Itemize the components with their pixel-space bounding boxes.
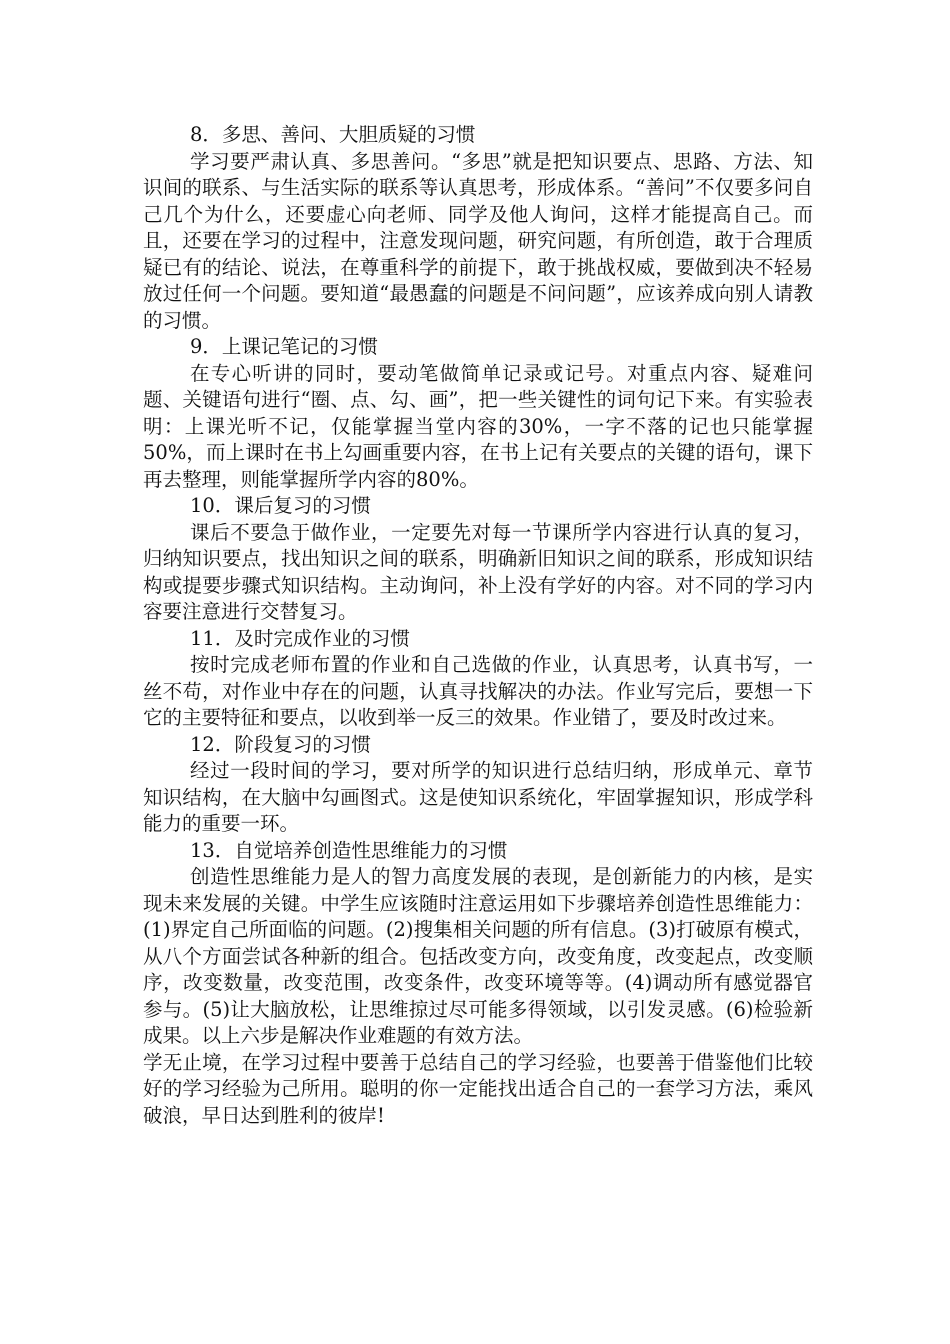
section-body-8: 学习要严肃认真、多思善问。“多思”就是把知识要点、思路、方法、知识间的联系、与生活实际的联系等认真思考，形成体系。“善问”不仅要多问自己几个为什么，还要虚心向老师、同学及他人询问，这样才能提高自己。而且，还要在学习的过程中，注意发现问题，研究问题，有所创造，敢于合理质疑已有的结论、说法，在尊重科学的前提下，敢于挑战权威，要做到决不轻易放过任何一个问题。要知道“最愚蠢的问题是不问问题”，应该养成向别人请教的习惯。	[143, 149, 813, 332]
section-heading-12: 12．阶段复习的习惯	[190, 732, 371, 756]
section-body-9: 在专心听讲的同时，要动笔做简单记录或记号。对重点内容、疑难问题、关键语句进行“圈、点、勾、画”，把一些关键性的词句记下来。有实验表明：上课光听不记，仅能掌握当堂内容的30%，一字不落的记也只能掌握50%，而上课时在书上勾画重要内容，在书上记有关要点的关键的语句，课下再去整理，则能掌握所学内容的80%。	[143, 361, 813, 491]
section-body-10: 课后不要急于做作业，一定要先对每一节课所学内容进行认真的复习，归纳知识要点，找出知识之间的联系，明确新旧知识之间的联系，形成知识结构或提要步骤式知识结构。主动询问，补上没有学好的内容。对不同的学习内容要注意进行交替复习。	[143, 520, 813, 623]
section-heading-8: 8．多思、善问、大胆质疑的习惯	[190, 123, 476, 146]
section-body-11: 按时完成老师布置的作业和自己选做的作业，认真思考，认真书写，一丝不苟，对作业中存在的问题，认真寻找解决的办法。作业写完后，要想一下它的主要特征和要点，以收到举一反三的效果。作业错了，要及时改过来。	[143, 653, 813, 729]
section-body-13: 创造性思维能力是人的智力高度发展的表现，是创新能力的内核，是实现未来发展的关键。中学生应该随时注意运用如下步骤培养创造性思维能力：(1)界定自己所面临的问题。(2)搜集相关问题的所有信息。(3)打破原有模式，从八个方面尝试各种新的组合。包括改变方向，改变角度，改变起点，改变顺序，改变数量，改变范围，改变条件，改变环境等等。(4)调动所有感觉器官参与。(5)让大脑放松，让思维掠过尽可能多得领域，以引发灵感。(6)检验新成果。以上六步是解决作业难题的有效方法。	[143, 865, 813, 1047]
section-heading-11: 11．及时完成作业的习惯	[190, 626, 410, 650]
closing-paragraph: 学无止境，在学习过程中要善于总结自己的学习经验，也要善于借鉴他们比较好的学习经验为己所用。聪明的你一定能找出适合自己的一套学习方法，乘风破浪，早日达到胜利的彼岸!	[143, 1050, 813, 1127]
section-body-12: 经过一段时间的学习，要对所学的知识进行总结归纳，形成单元、章节知识结构，在大脑中勾画图式。这是使知识系统化，牢固掌握知识，形成学科能力的重要一环。	[143, 759, 813, 835]
section-heading-13: 13．自觉培养创造性思维能力的习惯	[190, 838, 508, 862]
document-body	[143, 122, 813, 1129]
section-heading-9: 9．上课记笔记的习惯	[190, 335, 378, 358]
section-heading-10: 10．课后复习的习惯	[190, 494, 371, 517]
